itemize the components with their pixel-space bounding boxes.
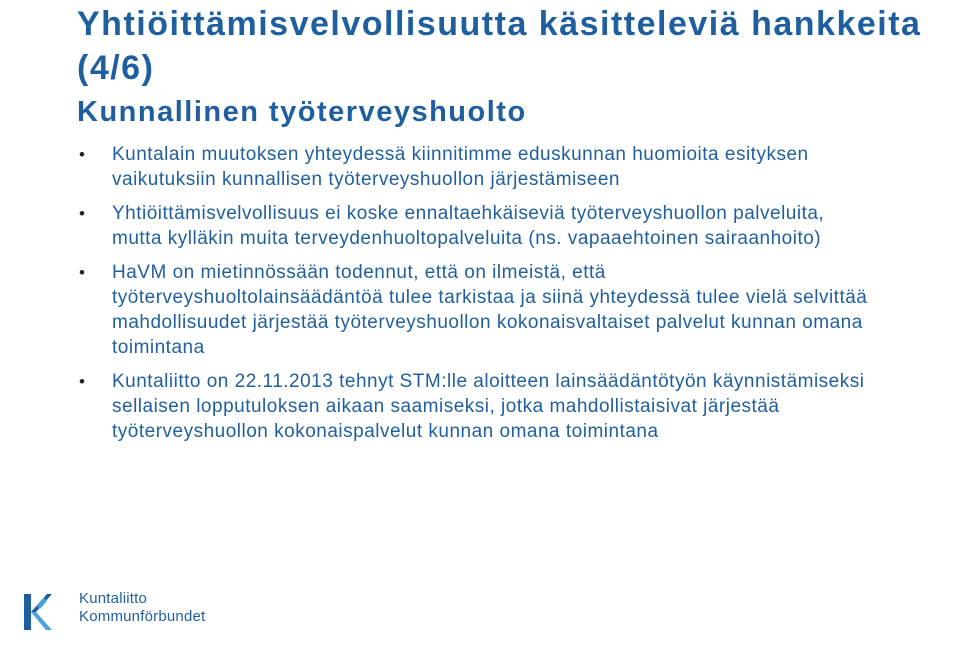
bullet-item bbox=[77, 201, 877, 251]
bullet-list bbox=[77, 142, 877, 444]
slide-subtitle: Kunnallinen työterveyshuolto bbox=[77, 96, 527, 128]
bullet-dot: • bbox=[79, 263, 86, 282]
kuntaliitto-logo bbox=[22, 590, 222, 636]
bullet-dot: • bbox=[79, 372, 86, 391]
bullet-dot: • bbox=[79, 145, 86, 164]
slide-title: Yhtiöittämisvelvollisuutta käsitteleviä hankkeita (4/6) bbox=[77, 5, 922, 87]
logo-line-1: Kuntaliitto bbox=[79, 590, 148, 607]
bullet-text: Kuntalain muutoksen yhteydessä kiinnitimme eduskunnan huomioita esityksen vaikutuksiin kunnallisen työterveyshuollon järjestämiseen bbox=[112, 144, 809, 190]
logo-line-2: Kommunförbundet bbox=[79, 608, 206, 625]
kuntaliitto-k-logo-icon bbox=[22, 592, 52, 632]
bullet-text: Yhtiöittämisvelvollisuus ei koske ennaltaehkäiseviä työterveyshuollon palveluita, mutta kylläkin muita terveydenhuoltopalveluita (ns. vapaaehtoinen sairaanhoito) bbox=[112, 203, 825, 249]
logo-text bbox=[79, 590, 205, 626]
bullet-dot: • bbox=[79, 204, 86, 223]
bullet-item bbox=[77, 142, 877, 192]
bullet-item bbox=[77, 369, 877, 444]
bullet-item bbox=[77, 260, 877, 360]
bullet-text: HaVM on mietinnössään todennut, että on ilmeistä, että työterveyshuoltolainsäädäntöä tulee tarkistaa ja siinä yhteydessä tulee vielä selvittää mahdollisuudet järjestää työterveyshuollon kokonaisvaltaiset palvelut kunnan omana toimintana bbox=[112, 262, 868, 358]
bullet-text: Kuntaliitto on 22.11.2013 tehnyt STM:lle aloitteen lainsäädäntötyön käynnistämiseksi sellaisen lopputuloksen aikaan saamiseksi, jotka mahdollistaisivat järjestää työterveyshuollon kokonaispalvelut kunnan omana toimintana bbox=[112, 371, 865, 442]
